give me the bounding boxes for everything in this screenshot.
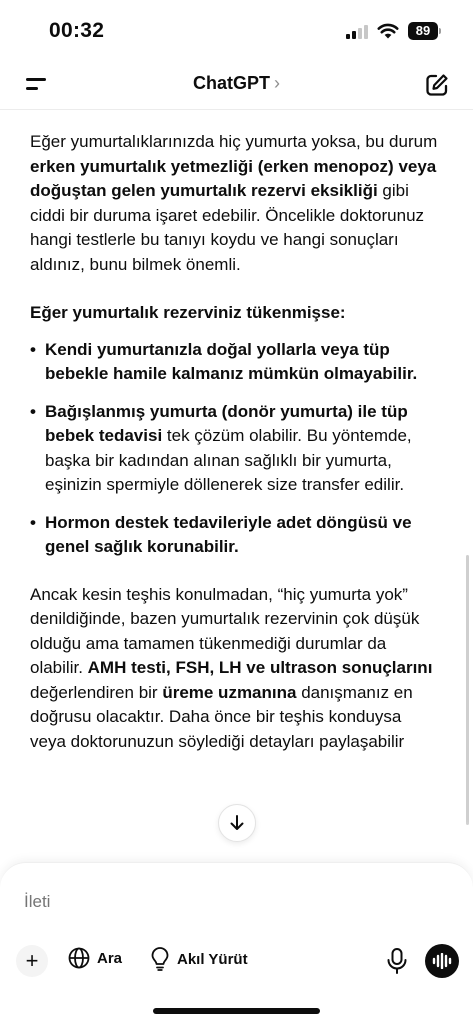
add-attachment-button[interactable] — [16, 945, 48, 977]
bold-text: AMH testi, FSH, LH ve ultrason sonuçlarını — [87, 658, 433, 677]
bullet-list — [30, 338, 440, 560]
assistant-message — [30, 130, 440, 754]
chevron-right-icon: › — [274, 73, 280, 93]
conversation[interactable] — [0, 110, 473, 862]
battery-tip — [439, 28, 441, 34]
scrollbar[interactable] — [466, 555, 469, 825]
wifi-icon — [377, 22, 399, 39]
model-title-text: ChatGPT — [192, 73, 270, 93]
list-item — [30, 338, 440, 387]
nav-bar — [0, 60, 473, 110]
reason-button[interactable] — [150, 947, 248, 971]
lightbulb-icon — [150, 947, 170, 971]
section-heading: Eğer yumurtalık rezerviniz tükenmişse: — [30, 303, 346, 322]
reason-label: Akıl Yürüt — [177, 950, 248, 968]
text-run: gibi ciddi bir duruma işaret edebilir. Öncelikle doktorunuz hangi testlerle bu tanıyı koydu ve hangi sonuçları aldınız, bunu bilmek önemli. — [30, 181, 425, 274]
microphone-icon[interactable] — [385, 947, 409, 975]
signal-icon — [346, 24, 370, 39]
list-item — [30, 400, 440, 498]
text-run: tek çözüm olabilir. Bu yöntemde, başka bir kadından alınan sağlıklı bir yumurta, eşinizin spermiyle döllenerek size transfer edilir. — [45, 426, 412, 494]
composer — [0, 862, 473, 1024]
bold-text: üreme uzmanına — [162, 682, 297, 702]
text-run: değerlendiren bir — [30, 682, 163, 702]
bold-text: Bağışlanmış yumurta (donör yumurta) ile tüp bebek tedavisi — [45, 401, 408, 445]
battery-level: 89 — [415, 23, 431, 38]
arrow-down-icon — [229, 814, 245, 832]
text-run: Ancak kesin teşhis konulmadan, “hiç yumurta yok” denildiğinde, bazen yumurtalık rezervinin çok düşük olduğu ama tamamen tükenmediği durumlar da olabilir. — [30, 584, 420, 677]
message-input[interactable] — [24, 887, 444, 917]
home-indicator — [153, 1008, 320, 1014]
text-run: danışmanız en doğrusu olacaktır. Daha önce bir teşhis konduysa veya doktorunuzun söylediği detayları paylaşabilir — [30, 682, 413, 751]
bold-text: Kendi yumurtanızla doğal yollarla veya tüp bebekle hamile kalmanız mümkün olmayabilir. — [45, 339, 418, 383]
model-title[interactable] — [0, 73, 473, 94]
new-chat-icon[interactable] — [424, 72, 450, 98]
voice-mode-button[interactable] — [425, 944, 459, 978]
search-label: Ara — [97, 949, 123, 967]
battery-icon — [408, 22, 438, 40]
status-bar — [0, 0, 473, 60]
list-item — [30, 511, 440, 560]
bold-text: erken yumurtalık yetmezliği (erken menopoz) veya doğuştan gelen yumurtalık rezervi eksikliği — [30, 156, 437, 200]
status-time: 00:32 — [49, 19, 105, 42]
plus-icon: + — [25, 948, 39, 973]
message-paragraph — [30, 583, 440, 755]
voice-mode-icon — [432, 953, 452, 969]
text-run: Eğer yumurtalıklarınızda hiç yumurta yoksa, bu durum — [30, 132, 438, 151]
search-button[interactable] — [68, 947, 122, 969]
scroll-down-button[interactable] — [218, 804, 256, 842]
globe-icon — [68, 947, 90, 969]
message-paragraph — [30, 130, 440, 277]
bold-text: Hormon destek tedavileriyle adet döngüsü ve genel sağlık korunabilir. — [45, 512, 412, 556]
